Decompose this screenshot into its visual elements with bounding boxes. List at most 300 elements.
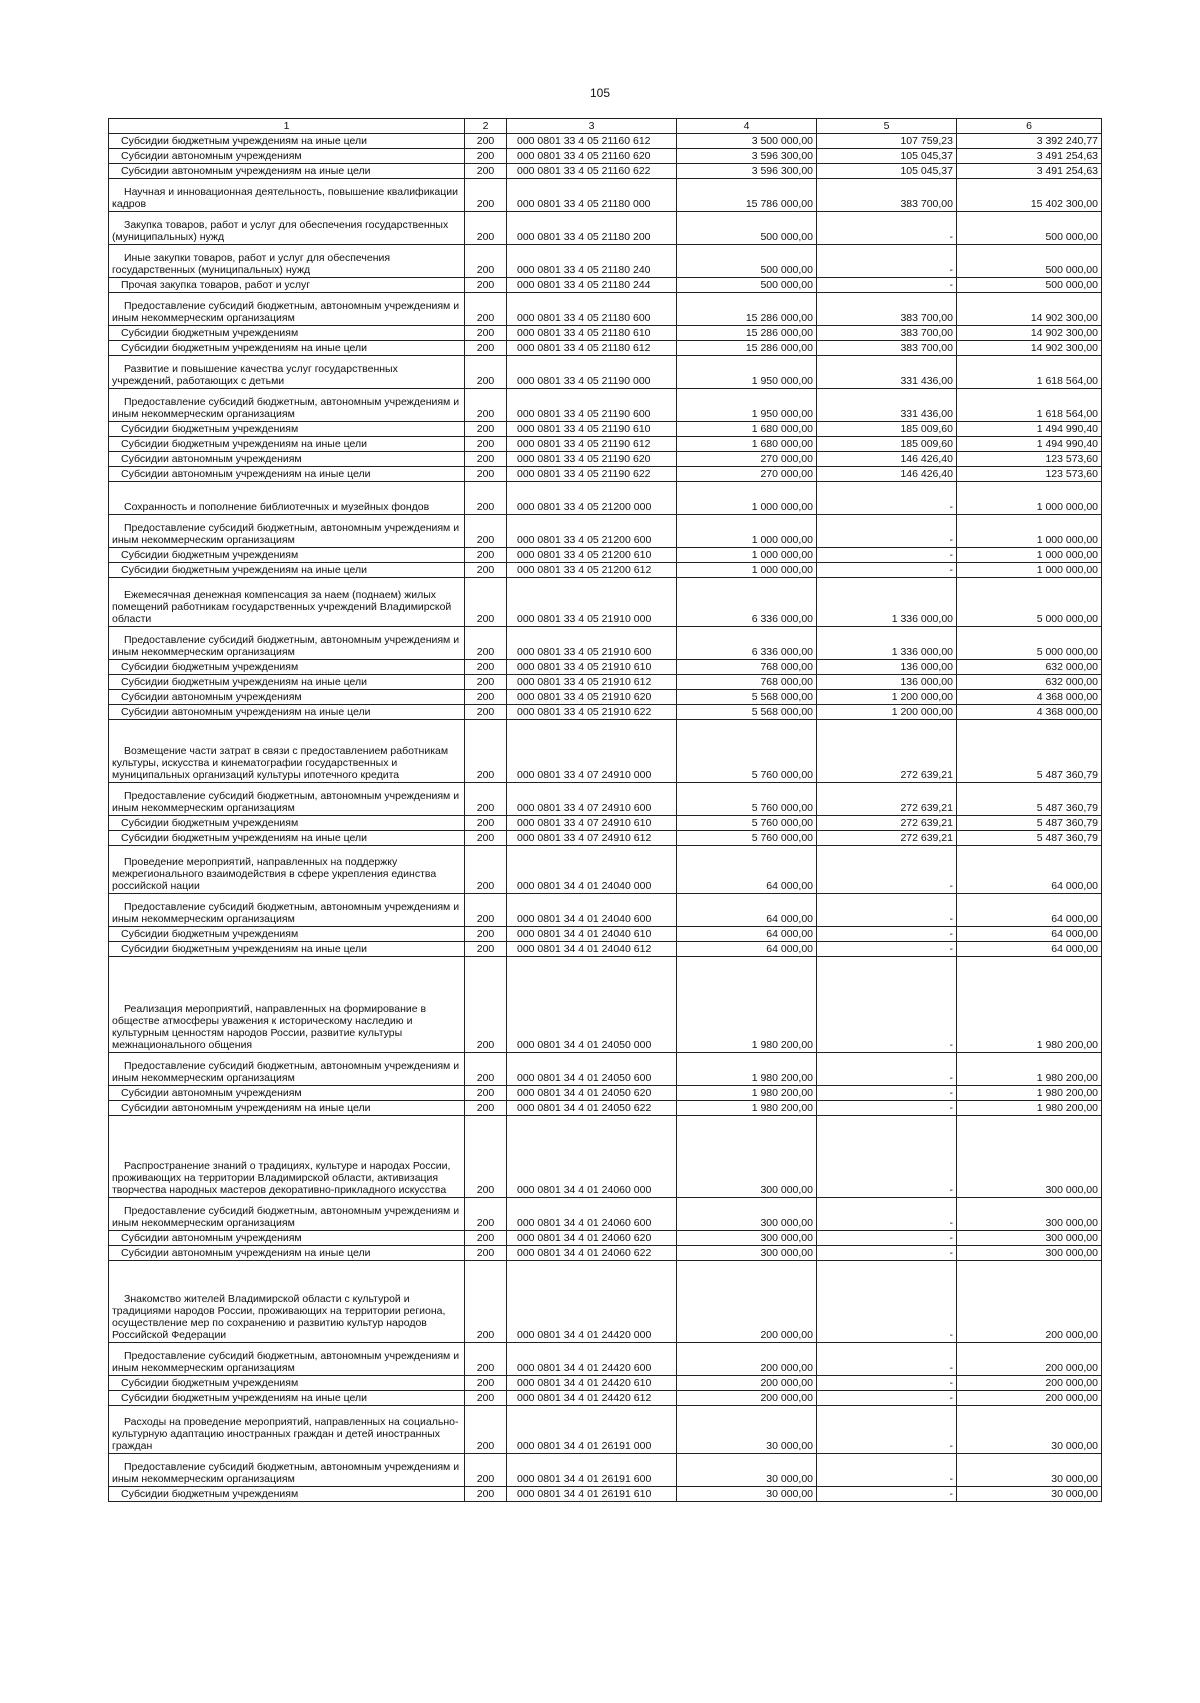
table-row	[109, 452, 1102, 467]
row-executed-amount-cell: 1 200 000,00	[817, 690, 957, 705]
row-classification-code-cell: 000 0801 34 4 01 24050 600	[507, 1053, 677, 1086]
row-executed-amount-cell: -	[817, 1261, 957, 1343]
row-classification-code-cell: 000 0801 33 4 05 21910 610	[507, 660, 677, 675]
row-admin-code-cell: 200	[465, 548, 507, 563]
row-remaining-amount-cell: 3 392 240,77	[957, 134, 1102, 149]
row-admin-code-cell: 200	[465, 705, 507, 720]
row-classification-code-cell: 000 0801 33 4 05 21180 240	[507, 245, 677, 278]
table-row	[109, 563, 1102, 578]
column-header: 6	[957, 119, 1102, 134]
row-approved-amount-cell: 5 760 000,00	[677, 783, 817, 816]
row-name-cell: Предоставление субсидий бюджетным, автономным учреждениям и иным некоммерческим организациям	[109, 1343, 465, 1376]
row-executed-amount-cell: 136 000,00	[817, 660, 957, 675]
table-row	[109, 356, 1102, 389]
row-approved-amount-cell: 1 000 000,00	[677, 548, 817, 563]
row-remaining-amount-cell: 1 980 200,00	[957, 957, 1102, 1053]
row-executed-amount-cell: 107 759,23	[817, 134, 957, 149]
table-body	[109, 134, 1102, 1502]
row-remaining-amount-cell: 14 902 300,00	[957, 293, 1102, 326]
row-classification-code-cell: 000 0801 34 4 01 24420 000	[507, 1261, 677, 1343]
table-row	[109, 957, 1102, 1053]
row-admin-code-cell: 200	[465, 422, 507, 437]
row-name-cell: Субсидии автономным учреждениям на иные цели	[109, 467, 465, 482]
row-name-cell: Предоставление субсидий бюджетным, автономным учреждениям и иным некоммерческим организациям	[109, 627, 465, 660]
row-name-cell: Проведение мероприятий, направленных на поддержку межрегионального взаимодействия в сфере укрепления единства российской нации	[109, 846, 465, 894]
row-name-cell: Субсидии бюджетным учреждениям на иные цели	[109, 1391, 465, 1406]
row-admin-code-cell: 200	[465, 1053, 507, 1086]
table-row	[109, 341, 1102, 356]
row-executed-amount-cell: -	[817, 515, 957, 548]
row-remaining-amount-cell: 3 491 254,63	[957, 149, 1102, 164]
row-remaining-amount-cell: 200 000,00	[957, 1343, 1102, 1376]
table-row	[109, 927, 1102, 942]
table-row	[109, 831, 1102, 846]
row-admin-code-cell: 200	[465, 846, 507, 894]
table-row	[109, 1086, 1102, 1101]
row-name-cell: Субсидии бюджетным учреждениям	[109, 422, 465, 437]
row-approved-amount-cell: 200 000,00	[677, 1343, 817, 1376]
row-admin-code-cell: 200	[465, 957, 507, 1053]
row-remaining-amount-cell: 64 000,00	[957, 846, 1102, 894]
row-approved-amount-cell: 300 000,00	[677, 1116, 817, 1198]
table-row	[109, 1454, 1102, 1487]
row-approved-amount-cell: 500 000,00	[677, 245, 817, 278]
table-row	[109, 326, 1102, 341]
row-admin-code-cell: 200	[465, 164, 507, 179]
row-admin-code-cell: 200	[465, 437, 507, 452]
row-admin-code-cell: 200	[465, 341, 507, 356]
row-remaining-amount-cell: 64 000,00	[957, 942, 1102, 957]
table-row	[109, 212, 1102, 245]
row-name-cell: Прочая закупка товаров, работ и услуг	[109, 278, 465, 293]
row-remaining-amount-cell: 300 000,00	[957, 1198, 1102, 1231]
row-admin-code-cell: 200	[465, 452, 507, 467]
row-remaining-amount-cell: 5 487 360,79	[957, 783, 1102, 816]
table-row	[109, 894, 1102, 927]
row-executed-amount-cell: 185 009,60	[817, 422, 957, 437]
row-admin-code-cell: 200	[465, 278, 507, 293]
row-approved-amount-cell: 200 000,00	[677, 1261, 817, 1343]
row-classification-code-cell: 000 0801 33 4 05 21190 612	[507, 437, 677, 452]
row-name-cell: Иные закупки товаров, работ и услуг для обеспечения государственных (муниципальных) нужд	[109, 245, 465, 278]
row-approved-amount-cell: 30 000,00	[677, 1487, 817, 1502]
row-admin-code-cell: 200	[465, 245, 507, 278]
row-approved-amount-cell: 15 786 000,00	[677, 179, 817, 212]
row-admin-code-cell: 200	[465, 134, 507, 149]
row-admin-code-cell: 200	[465, 1391, 507, 1406]
row-remaining-amount-cell: 1 000 000,00	[957, 515, 1102, 548]
row-approved-amount-cell: 1 980 200,00	[677, 1086, 817, 1101]
row-executed-amount-cell: -	[817, 1231, 957, 1246]
row-classification-code-cell: 000 0801 33 4 05 21910 612	[507, 675, 677, 690]
row-admin-code-cell: 200	[465, 1261, 507, 1343]
row-name-cell: Субсидии автономным учреждениям	[109, 1086, 465, 1101]
column-header: 1	[109, 119, 465, 134]
row-executed-amount-cell: 331 436,00	[817, 389, 957, 422]
row-remaining-amount-cell: 123 573,60	[957, 467, 1102, 482]
row-approved-amount-cell: 300 000,00	[677, 1198, 817, 1231]
row-approved-amount-cell: 300 000,00	[677, 1231, 817, 1246]
row-name-cell: Субсидии бюджетным учреждениям	[109, 326, 465, 341]
row-name-cell: Субсидии бюджетным учреждениям	[109, 816, 465, 831]
table-row	[109, 690, 1102, 705]
row-remaining-amount-cell: 123 573,60	[957, 452, 1102, 467]
row-admin-code-cell: 200	[465, 1116, 507, 1198]
row-approved-amount-cell: 200 000,00	[677, 1391, 817, 1406]
table-row	[109, 1261, 1102, 1343]
row-approved-amount-cell: 64 000,00	[677, 927, 817, 942]
row-admin-code-cell: 200	[465, 720, 507, 783]
row-admin-code-cell: 200	[465, 563, 507, 578]
column-header: 5	[817, 119, 957, 134]
table-row	[109, 1246, 1102, 1261]
row-admin-code-cell: 200	[465, 326, 507, 341]
row-remaining-amount-cell: 14 902 300,00	[957, 326, 1102, 341]
row-executed-amount-cell: -	[817, 942, 957, 957]
row-approved-amount-cell: 500 000,00	[677, 212, 817, 245]
row-admin-code-cell: 200	[465, 942, 507, 957]
row-approved-amount-cell: 1 950 000,00	[677, 356, 817, 389]
row-remaining-amount-cell: 1 980 200,00	[957, 1101, 1102, 1116]
row-classification-code-cell: 000 0801 33 4 05 21200 600	[507, 515, 677, 548]
row-executed-amount-cell: 1 336 000,00	[817, 627, 957, 660]
row-classification-code-cell: 000 0801 33 4 05 21910 000	[507, 578, 677, 627]
row-remaining-amount-cell: 5 000 000,00	[957, 578, 1102, 627]
row-executed-amount-cell: -	[817, 278, 957, 293]
row-executed-amount-cell: 383 700,00	[817, 179, 957, 212]
row-name-cell: Субсидии бюджетным учреждениям на иные цели	[109, 134, 465, 149]
row-remaining-amount-cell: 14 902 300,00	[957, 341, 1102, 356]
row-executed-amount-cell: 1 200 000,00	[817, 705, 957, 720]
table-row	[109, 1053, 1102, 1086]
row-classification-code-cell: 000 0801 33 4 05 21160 612	[507, 134, 677, 149]
row-executed-amount-cell: -	[817, 245, 957, 278]
row-remaining-amount-cell: 1 000 000,00	[957, 548, 1102, 563]
table-row	[109, 942, 1102, 957]
row-approved-amount-cell: 1 980 200,00	[677, 957, 817, 1053]
row-classification-code-cell: 000 0801 33 4 05 21190 620	[507, 452, 677, 467]
row-approved-amount-cell: 15 286 000,00	[677, 341, 817, 356]
row-executed-amount-cell: 272 639,21	[817, 720, 957, 783]
row-remaining-amount-cell: 632 000,00	[957, 675, 1102, 690]
table-row	[109, 578, 1102, 627]
row-classification-code-cell: 000 0801 33 4 05 21180 244	[507, 278, 677, 293]
row-executed-amount-cell: -	[817, 1246, 957, 1261]
column-header: 2	[465, 119, 507, 134]
row-remaining-amount-cell: 64 000,00	[957, 894, 1102, 927]
row-remaining-amount-cell: 1 618 564,00	[957, 389, 1102, 422]
row-classification-code-cell: 000 0801 34 4 01 24060 600	[507, 1198, 677, 1231]
table-row	[109, 482, 1102, 515]
row-classification-code-cell: 000 0801 34 4 01 24420 610	[507, 1376, 677, 1391]
row-classification-code-cell: 000 0801 33 4 05 21180 000	[507, 179, 677, 212]
row-name-cell: Распространение знаний о традициях, культуре и народах России, проживающих на территории Владимирской области, активизация творчества народных мастеров декоративно-прикладного искусства	[109, 1116, 465, 1198]
row-name-cell: Субсидии бюджетным учреждениям	[109, 1487, 465, 1502]
row-classification-code-cell: 000 0801 34 4 01 26191 610	[507, 1487, 677, 1502]
row-executed-amount-cell: -	[817, 212, 957, 245]
table-row	[109, 179, 1102, 212]
column-number-header-row	[109, 119, 1102, 134]
row-classification-code-cell: 000 0801 33 4 05 21180 200	[507, 212, 677, 245]
row-name-cell: Субсидии бюджетным учреждениям на иные цели	[109, 341, 465, 356]
row-classification-code-cell: 000 0801 33 4 05 21200 610	[507, 548, 677, 563]
row-name-cell: Субсидии бюджетным учреждениям на иные цели	[109, 563, 465, 578]
row-executed-amount-cell: 383 700,00	[817, 293, 957, 326]
row-name-cell: Ежемесячная денежная компенсация за наем (поднаем) жилых помещений работникам государственных учреждений Владимирской области	[109, 578, 465, 627]
row-classification-code-cell: 000 0801 33 4 07 24910 000	[507, 720, 677, 783]
row-admin-code-cell: 200	[465, 1101, 507, 1116]
row-classification-code-cell: 000 0801 33 4 05 21910 620	[507, 690, 677, 705]
row-remaining-amount-cell: 300 000,00	[957, 1116, 1102, 1198]
row-admin-code-cell: 200	[465, 1454, 507, 1487]
table-row	[109, 293, 1102, 326]
row-name-cell: Субсидии автономным учреждениям на иные цели	[109, 164, 465, 179]
row-remaining-amount-cell: 500 000,00	[957, 245, 1102, 278]
row-executed-amount-cell: -	[817, 927, 957, 942]
row-remaining-amount-cell: 30 000,00	[957, 1487, 1102, 1502]
table-row	[109, 515, 1102, 548]
row-classification-code-cell: 000 0801 33 4 05 21910 622	[507, 705, 677, 720]
row-classification-code-cell: 000 0801 33 4 07 24910 610	[507, 816, 677, 831]
row-admin-code-cell: 200	[465, 149, 507, 164]
row-executed-amount-cell: -	[817, 1101, 957, 1116]
table-row	[109, 1343, 1102, 1376]
row-name-cell: Реализация мероприятий, направленных на формирование в обществе атмосферы уважения к историческому наследию и культурным ценностям народов России, развитие культуры межнационального общения	[109, 957, 465, 1053]
row-admin-code-cell: 200	[465, 212, 507, 245]
row-approved-amount-cell: 1 980 200,00	[677, 1101, 817, 1116]
row-admin-code-cell: 200	[465, 293, 507, 326]
row-name-cell: Знакомство жителей Владимирской области с культурой и традициями народов России, проживающих на территории региона, осуществление мер по сохранению и развитию культур народов Российской Федерации	[109, 1261, 465, 1343]
row-approved-amount-cell: 5 760 000,00	[677, 816, 817, 831]
row-classification-code-cell: 000 0801 33 4 05 21180 600	[507, 293, 677, 326]
row-approved-amount-cell: 3 596 300,00	[677, 149, 817, 164]
table-row	[109, 1391, 1102, 1406]
row-remaining-amount-cell: 5 487 360,79	[957, 831, 1102, 846]
row-approved-amount-cell: 1 950 000,00	[677, 389, 817, 422]
row-name-cell: Субсидии бюджетным учреждениям	[109, 927, 465, 942]
row-executed-amount-cell: -	[817, 548, 957, 563]
row-executed-amount-cell: 146 426,40	[817, 467, 957, 482]
row-name-cell: Предоставление субсидий бюджетным, автономным учреждениям и иным некоммерческим организациям	[109, 783, 465, 816]
table-row	[109, 149, 1102, 164]
table-row	[109, 422, 1102, 437]
row-approved-amount-cell: 1 980 200,00	[677, 1053, 817, 1086]
row-name-cell: Предоставление субсидий бюджетным, автономным учреждениям и иным некоммерческим организациям	[109, 293, 465, 326]
row-classification-code-cell: 000 0801 33 4 05 21910 600	[507, 627, 677, 660]
row-approved-amount-cell: 768 000,00	[677, 675, 817, 690]
row-remaining-amount-cell: 1 494 990,40	[957, 437, 1102, 452]
row-remaining-amount-cell: 1 980 200,00	[957, 1086, 1102, 1101]
row-admin-code-cell: 200	[465, 1487, 507, 1502]
row-name-cell: Предоставление субсидий бюджетным, автономным учреждениям и иным некоммерческим организациям	[109, 1198, 465, 1231]
table-row	[109, 1198, 1102, 1231]
row-admin-code-cell: 200	[465, 356, 507, 389]
table-row	[109, 278, 1102, 293]
row-remaining-amount-cell: 1 618 564,00	[957, 356, 1102, 389]
row-classification-code-cell: 000 0801 33 4 05 21190 600	[507, 389, 677, 422]
row-approved-amount-cell: 5 760 000,00	[677, 831, 817, 846]
row-approved-amount-cell: 64 000,00	[677, 894, 817, 927]
row-executed-amount-cell: -	[817, 1198, 957, 1231]
row-approved-amount-cell: 270 000,00	[677, 467, 817, 482]
row-name-cell: Субсидии автономным учреждениям	[109, 1231, 465, 1246]
row-admin-code-cell: 200	[465, 816, 507, 831]
row-approved-amount-cell: 30 000,00	[677, 1406, 817, 1454]
row-name-cell: Предоставление субсидий бюджетным, автономным учреждениям и иным некоммерческим организациям	[109, 389, 465, 422]
row-name-cell: Субсидии автономным учреждениям	[109, 149, 465, 164]
budget-execution-table	[108, 118, 1102, 1502]
row-name-cell: Субсидии автономным учреждениям на иные цели	[109, 1101, 465, 1116]
row-remaining-amount-cell: 64 000,00	[957, 927, 1102, 942]
table-row	[109, 437, 1102, 452]
row-executed-amount-cell: 331 436,00	[817, 356, 957, 389]
table-row	[109, 1487, 1102, 1502]
row-admin-code-cell: 200	[465, 1246, 507, 1261]
row-approved-amount-cell: 768 000,00	[677, 660, 817, 675]
table-row	[109, 134, 1102, 149]
row-classification-code-cell: 000 0801 34 4 01 24060 622	[507, 1246, 677, 1261]
row-name-cell: Сохранность и пополнение библиотечных и музейных фондов	[109, 482, 465, 515]
column-header: 4	[677, 119, 817, 134]
row-name-cell: Научная и инновационная деятельность, повышение квалификации кадров	[109, 179, 465, 212]
row-executed-amount-cell: 383 700,00	[817, 326, 957, 341]
row-executed-amount-cell: 272 639,21	[817, 816, 957, 831]
row-remaining-amount-cell: 500 000,00	[957, 212, 1102, 245]
row-executed-amount-cell: 185 009,60	[817, 437, 957, 452]
row-classification-code-cell: 000 0801 33 4 05 21160 620	[507, 149, 677, 164]
row-admin-code-cell: 200	[465, 179, 507, 212]
table-row	[109, 705, 1102, 720]
row-admin-code-cell: 200	[465, 660, 507, 675]
row-remaining-amount-cell: 300 000,00	[957, 1231, 1102, 1246]
table-row	[109, 627, 1102, 660]
row-executed-amount-cell: 146 426,40	[817, 452, 957, 467]
table-row	[109, 245, 1102, 278]
row-remaining-amount-cell: 3 491 254,63	[957, 164, 1102, 179]
row-admin-code-cell: 200	[465, 467, 507, 482]
row-executed-amount-cell: -	[817, 1406, 957, 1454]
row-name-cell: Субсидии бюджетным учреждениям на иные цели	[109, 942, 465, 957]
table-row	[109, 389, 1102, 422]
row-approved-amount-cell: 15 286 000,00	[677, 326, 817, 341]
row-classification-code-cell: 000 0801 34 4 01 24050 000	[507, 957, 677, 1053]
row-classification-code-cell: 000 0801 33 4 07 24910 612	[507, 831, 677, 846]
row-approved-amount-cell: 500 000,00	[677, 278, 817, 293]
row-admin-code-cell: 200	[465, 1231, 507, 1246]
row-admin-code-cell: 200	[465, 1086, 507, 1101]
row-remaining-amount-cell: 1 000 000,00	[957, 563, 1102, 578]
row-classification-code-cell: 000 0801 34 4 01 24420 612	[507, 1391, 677, 1406]
row-approved-amount-cell: 1 000 000,00	[677, 482, 817, 515]
row-name-cell: Субсидии бюджетным учреждениям	[109, 548, 465, 563]
row-classification-code-cell: 000 0801 33 4 05 21190 622	[507, 467, 677, 482]
row-remaining-amount-cell: 200 000,00	[957, 1261, 1102, 1343]
row-executed-amount-cell: -	[817, 1487, 957, 1502]
row-name-cell: Субсидии автономным учреждениям	[109, 452, 465, 467]
row-admin-code-cell: 200	[465, 1406, 507, 1454]
row-remaining-amount-cell: 15 402 300,00	[957, 179, 1102, 212]
column-header: 3	[507, 119, 677, 134]
row-remaining-amount-cell: 200 000,00	[957, 1391, 1102, 1406]
row-executed-amount-cell: 1 336 000,00	[817, 578, 957, 627]
row-admin-code-cell: 200	[465, 690, 507, 705]
row-classification-code-cell: 000 0801 34 4 01 26191 600	[507, 1454, 677, 1487]
row-admin-code-cell: 200	[465, 578, 507, 627]
row-approved-amount-cell: 1 680 000,00	[677, 422, 817, 437]
table-row	[109, 1231, 1102, 1246]
row-remaining-amount-cell: 632 000,00	[957, 660, 1102, 675]
row-admin-code-cell: 200	[465, 783, 507, 816]
row-classification-code-cell: 000 0801 34 4 01 24040 612	[507, 942, 677, 957]
row-admin-code-cell: 200	[465, 482, 507, 515]
row-classification-code-cell: 000 0801 34 4 01 24050 620	[507, 1086, 677, 1101]
row-executed-amount-cell: -	[817, 563, 957, 578]
table-row	[109, 1101, 1102, 1116]
row-classification-code-cell: 000 0801 33 4 07 24910 600	[507, 783, 677, 816]
row-executed-amount-cell: -	[817, 1454, 957, 1487]
row-admin-code-cell: 200	[465, 1376, 507, 1391]
row-approved-amount-cell: 3 500 000,00	[677, 134, 817, 149]
row-executed-amount-cell: 105 045,37	[817, 149, 957, 164]
table-row	[109, 1376, 1102, 1391]
row-classification-code-cell: 000 0801 34 4 01 24060 620	[507, 1231, 677, 1246]
row-remaining-amount-cell: 5 000 000,00	[957, 627, 1102, 660]
row-admin-code-cell: 200	[465, 1343, 507, 1376]
table-row	[109, 816, 1102, 831]
row-approved-amount-cell: 1 000 000,00	[677, 515, 817, 548]
row-name-cell: Предоставление субсидий бюджетным, автономным учреждениям и иным некоммерческим организациям	[109, 515, 465, 548]
row-executed-amount-cell: -	[817, 1343, 957, 1376]
row-name-cell: Субсидии бюджетным учреждениям на иные цели	[109, 675, 465, 690]
page-number: 105	[589, 86, 611, 100]
row-admin-code-cell: 200	[465, 515, 507, 548]
row-executed-amount-cell: 272 639,21	[817, 831, 957, 846]
row-name-cell: Предоставление субсидий бюджетным, автономным учреждениям и иным некоммерческим организациям	[109, 1454, 465, 1487]
row-remaining-amount-cell: 1 494 990,40	[957, 422, 1102, 437]
row-approved-amount-cell: 6 336 000,00	[677, 578, 817, 627]
row-classification-code-cell: 000 0801 34 4 01 24040 000	[507, 846, 677, 894]
row-classification-code-cell: 000 0801 33 4 05 21190 610	[507, 422, 677, 437]
row-approved-amount-cell: 64 000,00	[677, 846, 817, 894]
row-admin-code-cell: 200	[465, 927, 507, 942]
row-admin-code-cell: 200	[465, 627, 507, 660]
row-classification-code-cell: 000 0801 34 4 01 24040 600	[507, 894, 677, 927]
row-classification-code-cell: 000 0801 33 4 05 21200 612	[507, 563, 677, 578]
row-approved-amount-cell: 3 596 300,00	[677, 164, 817, 179]
row-executed-amount-cell: -	[817, 894, 957, 927]
row-executed-amount-cell: -	[817, 957, 957, 1053]
row-classification-code-cell: 000 0801 34 4 01 24060 000	[507, 1116, 677, 1198]
row-name-cell: Предоставление субсидий бюджетным, автономным учреждениям и иным некоммерческим организациям	[109, 1053, 465, 1086]
row-classification-code-cell: 000 0801 33 4 05 21190 000	[507, 356, 677, 389]
row-name-cell: Закупка товаров, работ и услуг для обеспечения государственных (муниципальных) нужд	[109, 212, 465, 245]
row-classification-code-cell: 000 0801 33 4 05 21180 612	[507, 341, 677, 356]
row-classification-code-cell: 000 0801 34 4 01 24420 600	[507, 1343, 677, 1376]
row-name-cell: Субсидии бюджетным учреждениям	[109, 1376, 465, 1391]
row-executed-amount-cell: -	[817, 1116, 957, 1198]
row-remaining-amount-cell: 30 000,00	[957, 1406, 1102, 1454]
row-approved-amount-cell: 5 568 000,00	[677, 690, 817, 705]
row-name-cell: Предоставление субсидий бюджетным, автономным учреждениям и иным некоммерческим организациям	[109, 894, 465, 927]
row-approved-amount-cell: 270 000,00	[677, 452, 817, 467]
row-approved-amount-cell: 1 680 000,00	[677, 437, 817, 452]
row-remaining-amount-cell: 30 000,00	[957, 1454, 1102, 1487]
row-remaining-amount-cell: 5 487 360,79	[957, 720, 1102, 783]
row-name-cell: Субсидии бюджетным учреждениям на иные цели	[109, 831, 465, 846]
row-executed-amount-cell: -	[817, 482, 957, 515]
row-name-cell: Субсидии бюджетным учреждениям	[109, 660, 465, 675]
table-row	[109, 467, 1102, 482]
